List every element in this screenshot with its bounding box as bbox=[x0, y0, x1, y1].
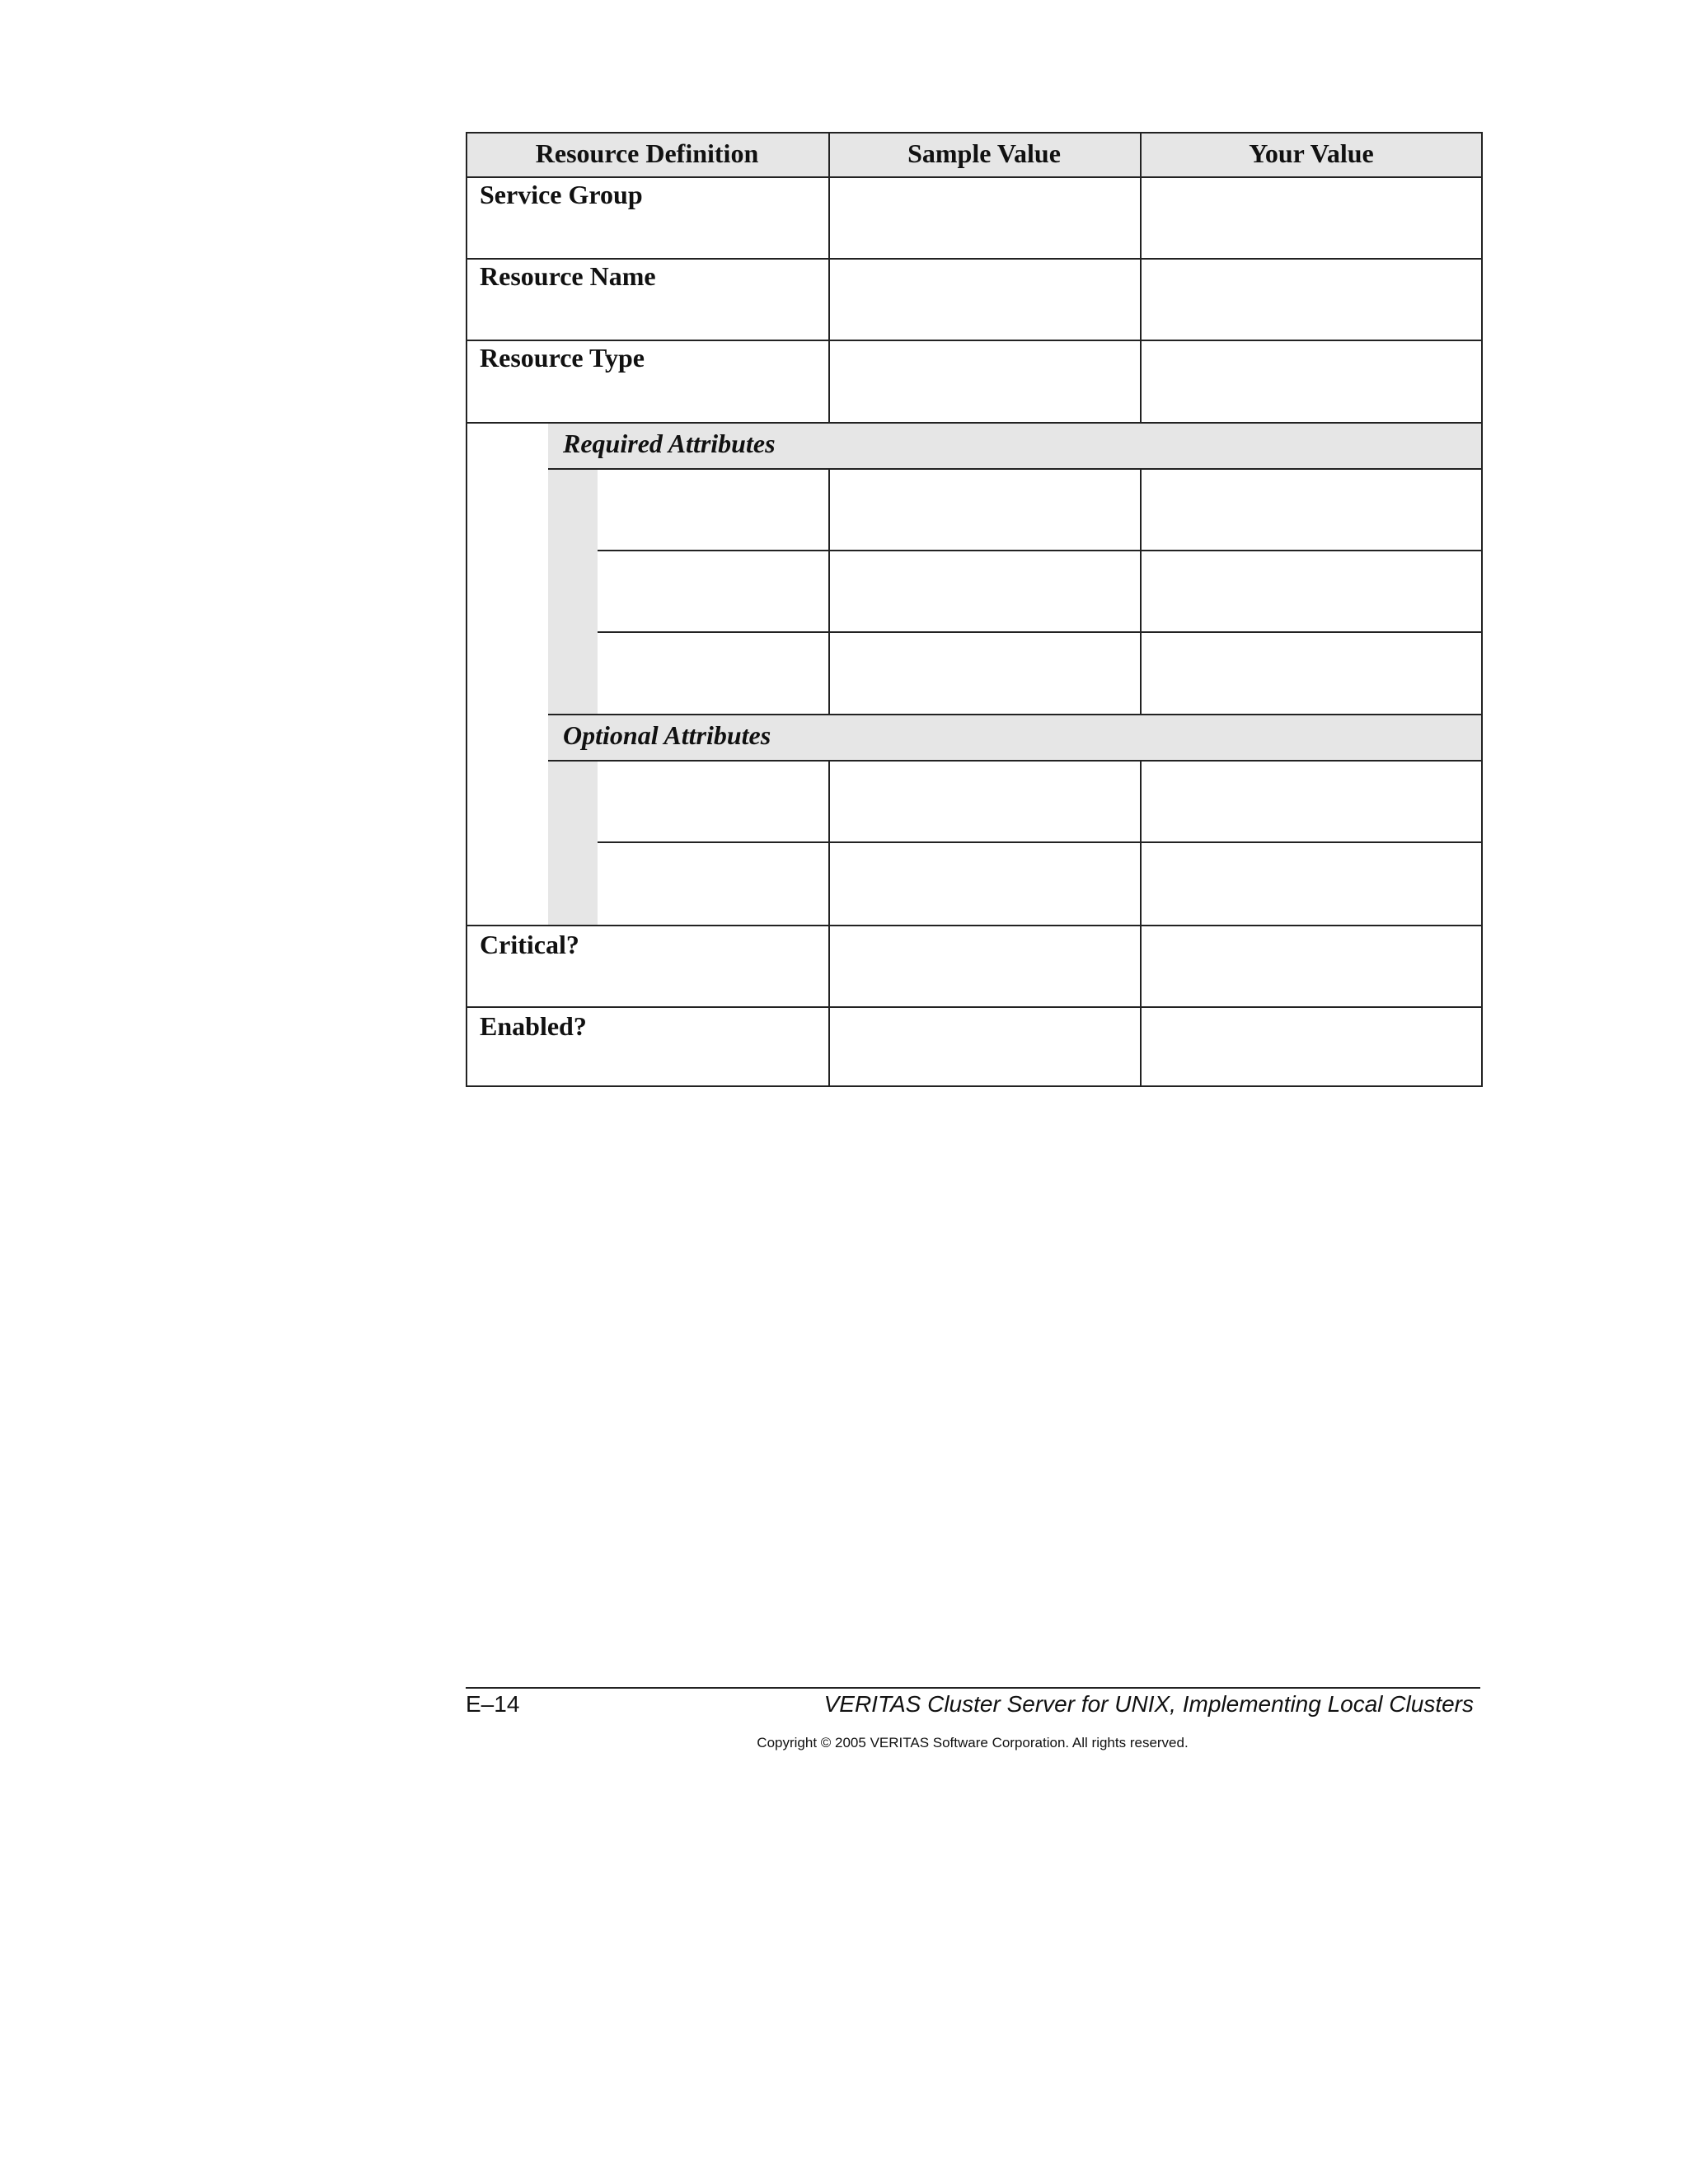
row-divider bbox=[598, 841, 1483, 843]
column-header-sample-value: Sample Value bbox=[907, 138, 1061, 168]
row-divider bbox=[466, 422, 1483, 424]
column-divider bbox=[1140, 132, 1142, 424]
sample-value-cell-resource-type[interactable] bbox=[830, 341, 1140, 421]
row-divider bbox=[466, 925, 1483, 926]
sample-value-cell-enabled[interactable] bbox=[830, 1008, 1140, 1087]
row-label-enabled: Enabled? bbox=[480, 1011, 587, 1041]
required-attribute-name-cell[interactable] bbox=[599, 470, 828, 550]
copyright-notice: Copyright © 2005 VERITAS Software Corporation. All rights reserved. bbox=[757, 1735, 1189, 1750]
required-attribute-name-cell[interactable] bbox=[599, 551, 828, 631]
row-divider bbox=[466, 1006, 1483, 1008]
row-divider bbox=[466, 176, 1483, 178]
your-value-cell-critical[interactable] bbox=[1142, 926, 1481, 1006]
row-divider bbox=[548, 714, 1483, 715]
row-divider bbox=[548, 760, 1483, 762]
sample-value-cell-resource-name[interactable] bbox=[830, 260, 1140, 340]
column-divider bbox=[828, 132, 830, 424]
column-divider bbox=[828, 760, 830, 1087]
sample-value-cell-service-group[interactable] bbox=[830, 178, 1140, 258]
table-border-top bbox=[466, 132, 1483, 134]
your-value-cell-enabled[interactable] bbox=[1142, 1008, 1481, 1087]
your-value-cell-service-group[interactable] bbox=[1142, 178, 1481, 258]
optional-attribute-name-cell[interactable] bbox=[599, 843, 828, 923]
table-border-right bbox=[1481, 132, 1483, 1087]
footer-divider bbox=[466, 1687, 1480, 1689]
column-header-resource-definition: Resource Definition bbox=[535, 138, 759, 168]
row-divider bbox=[466, 340, 1483, 341]
optional-attribute-name-cell[interactable] bbox=[599, 762, 828, 841]
section-label-required-attributes: Required Attributes bbox=[563, 429, 776, 458]
sample-value-cell-critical[interactable] bbox=[830, 926, 1140, 1006]
book-title: VERITAS Cluster Server for UNIX, Implementing Local Clusters bbox=[823, 1691, 1474, 1717]
column-divider bbox=[1140, 468, 1142, 715]
row-divider bbox=[598, 631, 1483, 633]
required-attribute-name-cell[interactable] bbox=[599, 633, 828, 714]
column-divider bbox=[1140, 760, 1142, 1087]
column-divider bbox=[828, 468, 830, 715]
row-divider bbox=[548, 468, 1483, 470]
table-border-bottom bbox=[466, 1085, 1483, 1087]
column-header-your-value: Your Value bbox=[1249, 138, 1374, 168]
your-value-cell-resource-type[interactable] bbox=[1142, 341, 1481, 421]
table-border-left bbox=[466, 132, 467, 1087]
section-label-optional-attributes: Optional Attributes bbox=[563, 720, 771, 750]
attributes-indent-shading bbox=[548, 424, 598, 925]
page-number: E–14 bbox=[466, 1691, 520, 1717]
row-label-resource-type: Resource Type bbox=[480, 343, 645, 373]
row-divider bbox=[466, 258, 1483, 260]
row-label-service-group: Service Group bbox=[480, 180, 643, 209]
row-label-resource-name: Resource Name bbox=[480, 261, 656, 291]
your-value-cell-resource-name[interactable] bbox=[1142, 260, 1481, 340]
resource-definition-worksheet bbox=[466, 132, 1483, 1087]
row-label-critical: Critical? bbox=[480, 930, 579, 959]
row-divider bbox=[598, 550, 1483, 551]
